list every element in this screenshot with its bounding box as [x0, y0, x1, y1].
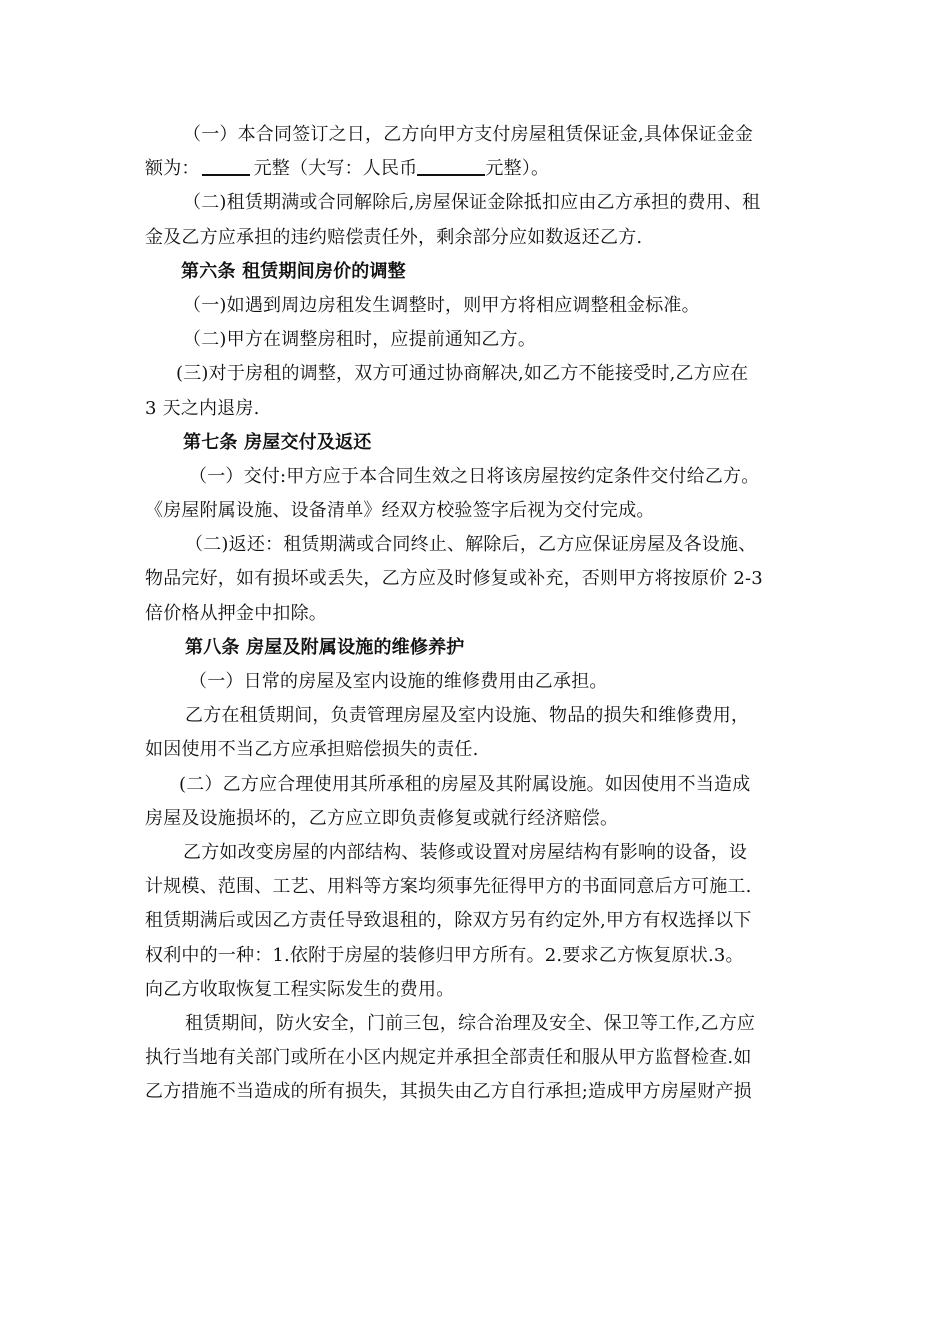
paragraph-line: （二)返还：租赁期满或合同终止、解除后，乙方应保证房屋及各设施、 — [185, 534, 757, 556]
paragraph-line: 租赁期满后或因乙方责任导致退租的，除双方另有约定外,甲方有权选择以下 — [145, 910, 752, 932]
paragraph-line: （二)租赁期满或合同解除后,房屋保证金除抵扣应由乙方承担的费用、租 — [183, 192, 761, 214]
paragraph-line: 乙方措施不当造成的所有损失，其损失由乙方自行承担;造成甲方房屋财产损 — [145, 1081, 752, 1103]
section-heading: 第七条 房屋交付及返还 — [183, 431, 372, 453]
paragraph-line: （一）日常的房屋及室内设施的维修费用由乙承担。 — [189, 671, 608, 692]
paragraph-line: （一)如遇到周边房租发生调整时，则甲方将相应调整租金标准。 — [183, 294, 700, 316]
paragraph-line: 额为： 元整（大写：人民币 元整）。 — [145, 158, 550, 180]
section-heading: 第六条 租赁期间房价的调整 — [181, 260, 406, 282]
paragraph-line: 金及乙方应承担的违约赔偿责任外，剩余部分应如数返还乙方. — [145, 226, 643, 248]
paragraph-line: 向乙方收取恢复工程实际发生的费用。 — [145, 978, 455, 1000]
paragraph-line: 乙方在租赁期间，负责管理房屋及室内设施、物品的损失和维修费用， — [185, 705, 750, 727]
paragraph-line: 3 天之内退房. — [145, 397, 260, 419]
paragraph-line: 《房屋附属设施、设备清单》经双方校验签字后视为交付完成。 — [145, 500, 655, 522]
paragraph-line: （二)甲方在调整房租时，应提前通知乙方。 — [183, 329, 537, 351]
paragraph-line: 房屋及设施损坏的，乙方应立即负责修复或就行经济赔偿。 — [145, 807, 619, 829]
paragraph-line: (二）乙方应合理使用其所承租的房屋及其附属设施。如因使用不当造成 — [179, 773, 751, 795]
paragraph-line: 计规模、范围、工艺、用料等方案均须事先征得甲方的书面同意后方可施工. — [145, 876, 752, 898]
document-page — [145, 118, 810, 1109]
paragraph-line: 权利中的一种：1.依附于房屋的装修归甲方所有。2.要求乙方恢复原状.3。 — [145, 944, 744, 966]
paragraph-line: 如因使用不当乙方应承担赔偿损失的责任. — [145, 739, 479, 761]
section-heading: 第八条 房屋及附属设施的维修养护 — [185, 636, 465, 658]
paragraph-line: 租赁期间，防火安全，门前三包，综合治理及安全、保卫等工作,乙方应 — [185, 1012, 756, 1034]
paragraph-line: 倍价格从押金中扣除。 — [145, 602, 327, 624]
amount-words-blank — [417, 156, 485, 176]
paragraph-line: （一）交付:甲方应于本合同生效之日将该房屋按约定条件交付给乙方。 — [189, 465, 760, 487]
paragraph-line: (三)对于房租的调整，双方可通过协商解决,如乙方不能接受时,乙方应在 — [176, 363, 749, 385]
amount-blank — [202, 156, 250, 176]
paragraph-line: 物品完好，如有损坏或丢失，乙方应及时修复或补充，否则甲方将按原价 2-3 — [145, 568, 763, 590]
paragraph-line: 执行当地有关部门或所在小区内规定并承担全部责任和服从甲方监督检查.如 — [145, 1047, 752, 1069]
paragraph-line: （一）本合同签订之日，乙方向甲方支付房屋租赁保证金,具体保证金金 — [183, 124, 754, 145]
paragraph-line: 乙方如改变房屋的内部结构、装修或设置对房屋结构有影响的设备，设 — [183, 841, 748, 863]
